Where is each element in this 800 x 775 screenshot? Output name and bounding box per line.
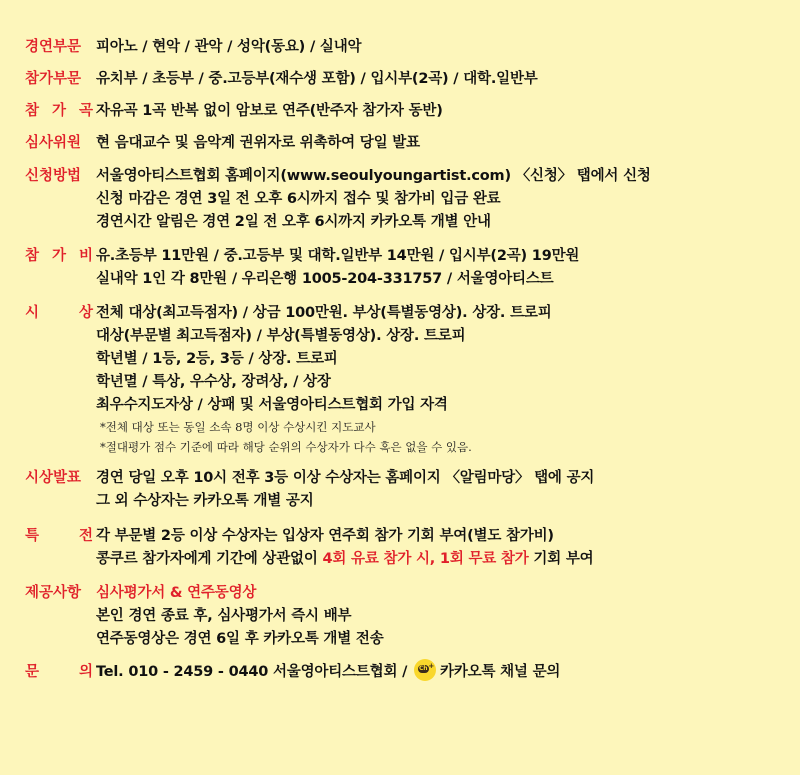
label-char: 시 [25, 305, 40, 321]
provide-line: 본인 경연 종료 후, 심사평가서 즉시 배부 [96, 608, 352, 624]
label-char: 전 [78, 528, 93, 544]
section-award [25, 302, 785, 457]
performance-line: 피아노 / 현악 / 관악 / 성악(동요) / 실내악 [96, 39, 362, 55]
announce-line: 경연 당일 오후 10시 전후 3등 이상 수상자는 홈페이지 〈알림마당〉 탭에 공지 [96, 470, 595, 486]
special-text: 기회 부여 [528, 551, 594, 567]
fee-line: 유.초등부 11만원 / 중.고등부 및 대학.일반부 14만원 / 입시부(2곡) 19만원 [96, 248, 580, 264]
label-fee [25, 245, 96, 268]
special-line: 각 부문별 2등 이상 수상자는 입상자 연주회 참가 기회 부여(별도 참가비) [96, 528, 554, 544]
piece-line: 자유곡 1곡 반복 없이 암보로 연주(반주자 참가자 동반) [96, 103, 443, 119]
label-piece [25, 100, 96, 123]
award-line: 학년멸 / 특상, 우수상, 장려상, / 상장 [96, 374, 331, 390]
special-highlight: 4회 유료 참가 시, 1회 무료 참가 [322, 551, 529, 567]
judges-line: 현 음대교수 및 음악계 권위자로 위촉하여 당일 발표 [96, 135, 420, 151]
label-char: 비 [78, 248, 93, 264]
label-provide: 제공사항 [25, 585, 82, 601]
section-contact [25, 661, 785, 684]
section-judges [25, 132, 785, 155]
label-participation: 참가부문 [25, 71, 82, 87]
award-line: 대상(부문별 최고득점자) / 부상(특별동영상). 상장. 트로피 [96, 328, 466, 344]
label-char: 곡 [78, 103, 93, 119]
section-provide [25, 582, 785, 651]
award-note: *절대평가 점수 기준에 따라 해당 순위의 수상자가 다수 혹은 없을 수 있음. [100, 440, 472, 454]
kakao-channel-icon[interactable]: Ch + [414, 659, 436, 681]
section-announce [25, 467, 785, 513]
provide-line: 연주동영상은 경연 6일 후 카카오톡 개별 전송 [96, 631, 384, 647]
award-line: 전체 대상(최고득점자) / 상금 100만원. 부상(특별동영상). 상장. 트로피 [96, 305, 552, 321]
announce-line: 그 외 수상자는 카카오톡 개별 공지 [96, 493, 314, 509]
apply-line: 경연시간 알림은 경연 2일 전 오후 6시까지 카카오톡 개별 안내 [96, 214, 491, 230]
special-line [96, 548, 785, 571]
label-contact [25, 661, 96, 684]
label-char: 특 [25, 528, 40, 544]
award-note: *전체 대상 또는 동일 소속 8명 이상 수상시킨 지도교사 [100, 420, 376, 434]
award-line: 학년별 / 1등, 2등, 3등 / 상장. 트로피 [96, 351, 338, 367]
contact-line [96, 661, 785, 684]
label-apply: 신청방법 [25, 168, 82, 184]
label-announce: 시상발표 [25, 470, 82, 486]
section-special [25, 525, 785, 571]
label-char: 참 [25, 248, 40, 264]
competition-info [25, 36, 785, 684]
contact-phone: Tel. 010 - 2459 - 0440 서울영아티스트협회 / [96, 664, 413, 680]
kakao-channel-link[interactable]: 카카오톡 채널 문의 [440, 664, 561, 680]
section-performance [25, 36, 785, 59]
section-piece [25, 100, 785, 123]
label-char: 가 [51, 103, 66, 119]
kakao-icon-text: Ch [419, 665, 428, 672]
section-participation [25, 68, 785, 91]
participation-line: 유치부 / 초등부 / 중.고등부(재수생 포함) / 입시부(2곡) / 대학.일반부 [96, 71, 538, 87]
provide-title: 심사평가서 & 연주동영상 [96, 585, 257, 601]
label-char: 참 [25, 103, 40, 119]
label-special [25, 525, 96, 548]
apply-line: 서울영아티스트협회 홈페이지(www.seoulyoungartist.com) 〈신청〉 탭에서 신청 [96, 168, 651, 184]
label-judges: 심사위원 [25, 135, 82, 151]
award-line: 최우수지도자상 / 상패 및 서울영아티스트협회 가입 자격 [96, 397, 448, 413]
label-char: 의 [78, 664, 93, 680]
label-award [25, 302, 96, 325]
label-char: 상 [78, 305, 93, 321]
special-text: 콩쿠르 참가자에게 기간에 상관없이 [96, 551, 323, 567]
label-char: 문 [25, 664, 40, 680]
apply-line: 신청 마감은 경연 3일 전 오후 6시까지 접수 및 참가비 입금 완료 [96, 191, 501, 207]
label-performance: 경연부문 [25, 39, 82, 55]
fee-line: 실내악 1인 각 8만원 / 우리은행 1005-204-331757 / 서울영아티스트 [96, 271, 554, 287]
section-fee [25, 245, 785, 291]
section-apply [25, 165, 785, 234]
label-char: 가 [51, 248, 66, 264]
